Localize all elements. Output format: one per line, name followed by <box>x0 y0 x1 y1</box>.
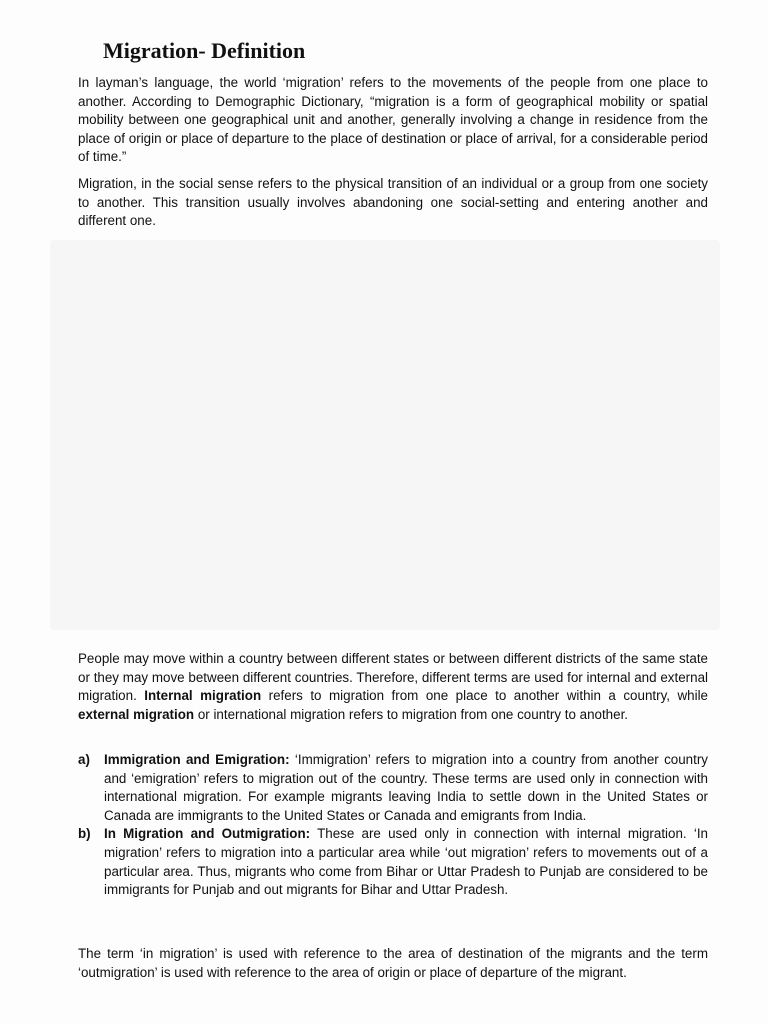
list-item-text: ‘Immigration’ refers to migration into a country from another country and ‘emigration’ refers to migration out of the country. These terms are used only in connection with international migration. For example migrants leaving India to settle down in the United States or Canada are immigrants to the United States or Canada and emigrants from India. <box>104 752 708 823</box>
blank-image-area <box>50 240 720 630</box>
page-title: Migration- Definition <box>103 38 306 63</box>
list-marker: a) <box>78 752 90 767</box>
list-item-heading: Immigration and Emigration: <box>104 752 290 767</box>
social-sense-paragraph: Migration, in the social sense refers to the physical transition of an individual or a group from one society to another. This transition usually involves abandoning one social-setting and entering another and different one. <box>78 176 708 229</box>
list-item-text: These are used only in connection with internal migration. ‘In migration’ refers to migration into a particular area while ‘out migration’ refers to movements out of a particular area. Thus, migrants who come from Bihar or Uttar Pradesh to Punjab are considered to be immigrants for Punjab and out migrants for Bihar and Uttar Pradesh. <box>104 826 708 898</box>
migration-types-list <box>78 751 708 900</box>
types-text-part3: or international migration refers to migration from one country to another. <box>194 706 629 722</box>
list-item <box>78 825 708 899</box>
closing-paragraph: The term ‘in migration’ is used with reference to the area of destination of the migrants and the term ‘outmigration’ is used with reference to the area of origin or place of departure of the migrant. <box>78 946 708 980</box>
internal-migration-term: Internal migration <box>144 688 262 704</box>
list-item <box>78 751 708 825</box>
list-marker: b) <box>78 826 91 842</box>
types-paragraph <box>78 650 708 724</box>
types-text-part1: People may move within a country between different states or between different districts of the same state or they may move between different countries. Therefore, different terms are used for internal and external migration. <box>78 651 708 704</box>
external-migration-term: external migration <box>78 706 195 722</box>
types-text-part2: refers to migration from one place to another within a country, while <box>261 688 708 704</box>
list-item-heading: In Migration and Outmigration: <box>104 826 311 842</box>
definition-paragraph: In layman’s language, the world ‘migration’ refers to the movements of the people from one place to another. According to Demographic Dictionary, “migration is a form of geographical mobility or spatial mobility between one geographical unit and another, generally involving a change in residence from the place of origin or place of departure to the place of destination or place of arrival, for a considerable period of time.” <box>78 75 708 165</box>
